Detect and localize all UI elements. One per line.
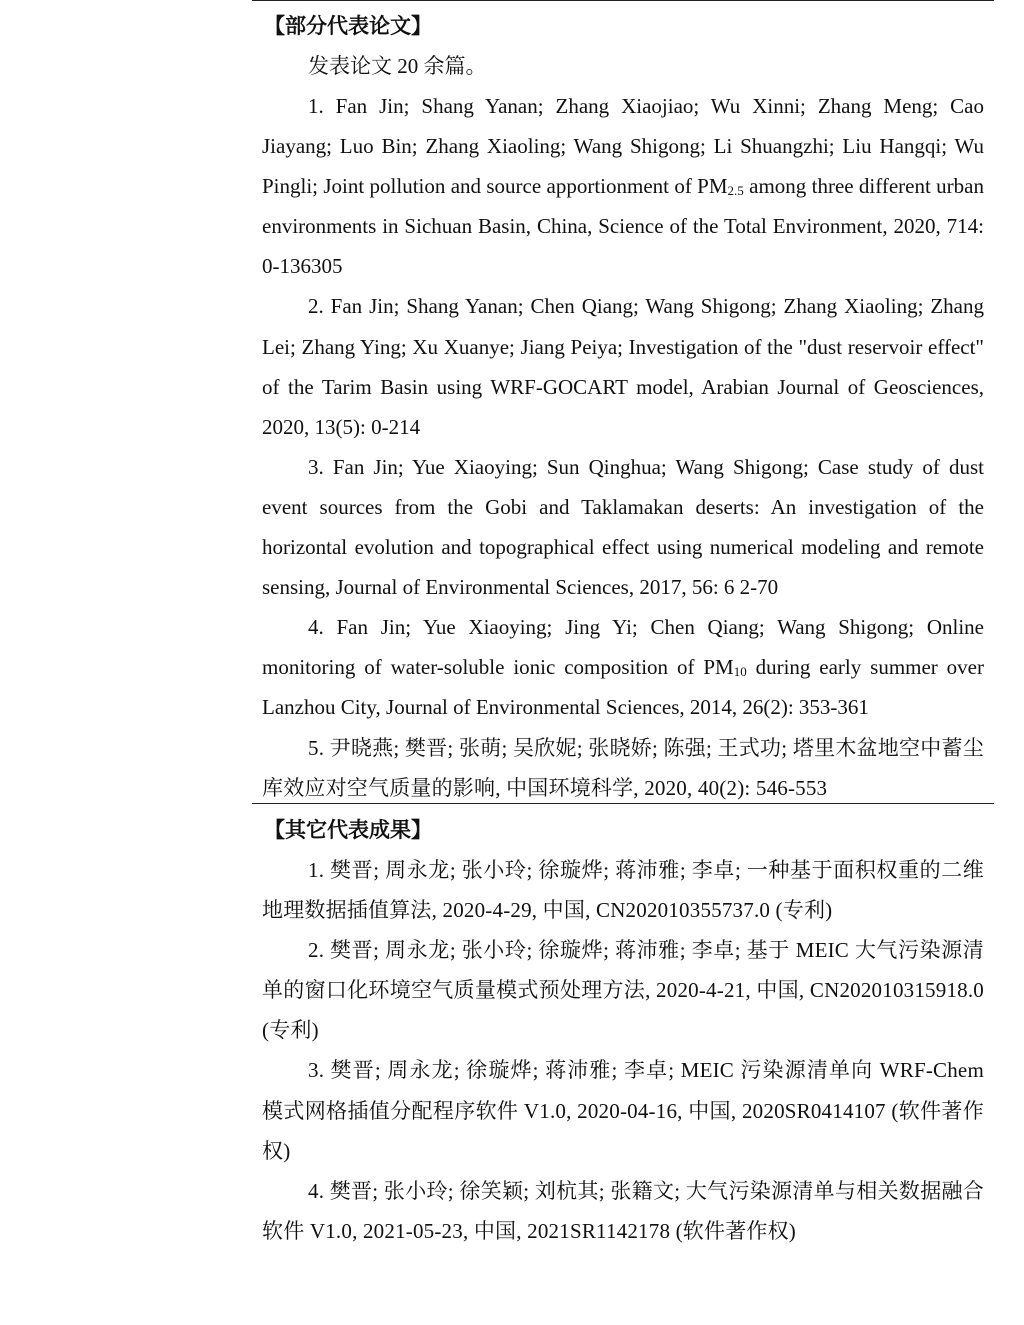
papers-heading: 【部分代表论文】 [264,14,432,38]
achievement-item-1: 1. 樊晋; 周永龙; 张小玲; 徐璇烨; 蒋沛雅; 李卓; 一种基于面积权重的二维地理数据插值算法, 2020-4-29, 中国, CN202010355737.0 (专利) [262,858,984,923]
paper-item-1-text-cont: among three different urban environments in Sichuan Basin, China, Science of the Total Environment, 2020, 714: 0-136305 [262,174,984,279]
other-heading: 【其它代表成果】 [264,818,432,842]
papers-section [262,6,984,808]
paper-item-4-text-cont: during early summer over Lanzhou City, Journal of Environmental Sciences, 2014, 26(2): 353-361 [262,655,984,720]
section-divider [252,803,994,804]
pm-subscript: 2.5 [727,183,744,199]
paper-item-1 [262,86,984,286]
paper-item-2: 2. Fan Jin; Shang Yanan; Chen Qiang; Wang Shigong; Zhang Xiaoling; Zhang Lei; Zhang Ying; Xu Xuanye; Jiang Peiya; Investigation of the "dust reservoir effect" of the Tarim Basin using WRF-GOCART model, Arabian Journal of Geosciences, 2020, 13(5): 0-214 [262,294,984,439]
paper-item-4-text: 4. Fan Jin; Yue Xiaoying; Jing Yi; Chen Qiang; Wang Shigong; Online monitoring of water-soluble ionic composition of PM [262,615,984,680]
papers-intro: 发表论文 20 余篇。 [308,54,487,78]
pm-subscript: 10 [733,664,747,680]
achievement-item-2: 2. 樊晋; 周永龙; 张小玲; 徐璇烨; 蒋沛雅; 李卓; 基于 MEIC 大气污染源清单的窗口化环境空气质量模式预处理方法, 2020-4-21, 中国, CN202010315918.0 (专利) [262,938,984,1043]
paper-item-4 [262,607,984,727]
paper-item-5: 5. 尹晓燕; 樊晋; 张萌; 吴欣妮; 张晓娇; 陈强; 王式功; 塔里木盆地空中蓄尘库效应对空气质量的影响, 中国环境科学, 2020, 40(2): 546-553 [262,735,984,800]
top-divider [252,0,994,1]
paper-item-3: 3. Fan Jin; Yue Xiaoying; Sun Qinghua; Wang Shigong; Case study of dust event sources from the Gobi and Taklamakan deserts: An investigation of the horizontal evolution and topographical effect using numerical modeling and remote sensing, Journal of Environmental Sciences, 2017, 56: 6 2-70 [262,454,984,600]
other-achievements-section [262,810,984,1251]
achievement-item-3: 3. 樊晋; 周永龙; 徐璇烨; 蒋沛雅; 李卓; MEIC 污染源清单向 WRF-Chem 模式网格插值分配程序软件 V1.0, 2020-04-16, 中国, 2020SR0414107 (软件著作权) [262,1058,984,1163]
paper-item-1-text: 1. Fan Jin; Shang Yanan; Zhang Xiaojiao; Wu Xinni; Zhang Meng; Cao Jiayang; Luo Bin; Zhang Xiaoling; Wang Shigong; Li Shuangzhi; Liu Hangqi; Wu Pingli; Joint pollution and source apportionment of PM [262,94,984,199]
achievement-item-4: 4. 樊晋; 张小玲; 徐笑颖; 刘杭其; 张籍文; 大气污染源清单与相关数据融合软件 V1.0, 2021-05-23, 中国, 2021SR1142178 (软件著作权) [262,1178,984,1243]
